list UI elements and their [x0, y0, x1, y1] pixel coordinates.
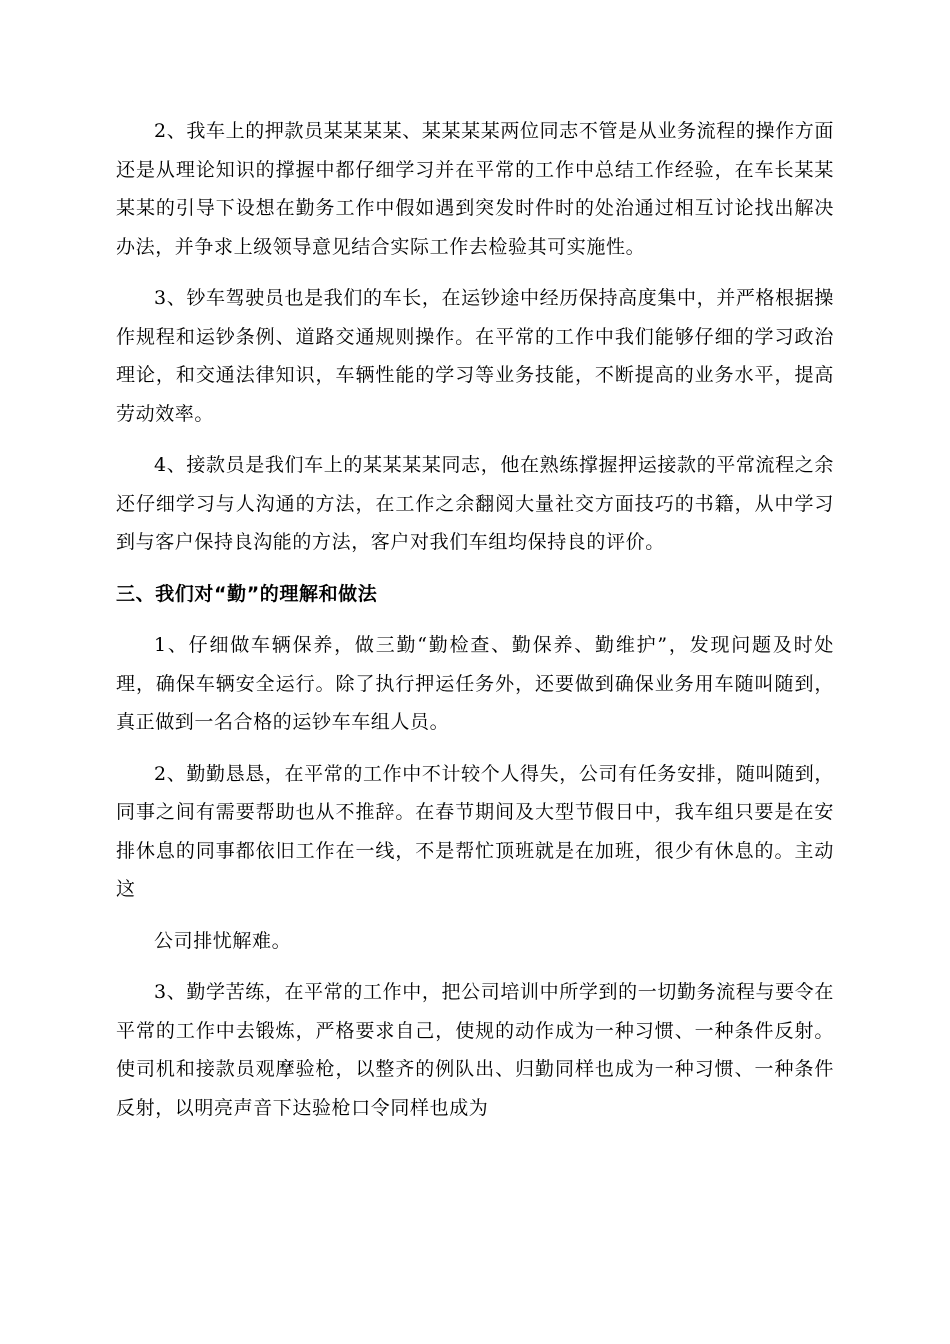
- section-heading-3: 三、我们对“勤”的理解和做法: [116, 582, 378, 605]
- paragraph-section2-item3: 3、钞车驾驶员也是我们的车长，在运钞途中经历保持高度集中，并严格根据操作规程和运钞条例、道路交通规则操作。在平常的工作中我们能够仔细的学习政治理论，和交通法律知识，车辆性能的学习等业务技能，不断提高的业务水平，提高劳动效率。: [116, 287, 834, 425]
- paragraph-section2-item4: 4、接款员是我们车上的某某某某同志，他在熟练撑握押运接款的平常流程之余还仔细学习与人沟通的方法，在工作之余翻阅大量社交方面技巧的书籍，从中学习到与客户保持良沟能的方法，客户对我们车组均保持良的评价。: [116, 454, 834, 553]
- paragraph-section3-item3: 3、勤学苦练，在平常的工作中，把公司培训中所学到的一切勤务流程与要令在平常的工作中去锻炼，严格要求自己，使规的动作成为一种习惯、一种条件反射。使司机和接款员观摩验枪，以整齐的例队出、归勤同样也成为一种习惯、一种条件反射，以明亮声音下达验枪口令同样也成为: [116, 981, 834, 1119]
- paragraph-section3-item2-continuation: 公司排忧解难。: [154, 929, 292, 952]
- paragraph-section3-item2: 2、勤勤恳恳，在平常的工作中不计较个人得失，公司有任务安排，随叫随到，同事之间有需要帮助也从不推辞。在春节期间及大型节假日中，我车组只要是在安排休息的同事都依旧工作在一线，不是帮忙顶班就是在加班，很少有休息的。主动这: [116, 762, 834, 900]
- paragraph-section2-item2: 2、我车上的押款员某某某某、某某某某两位同志不管是从业务流程的操作方面还是从理论知识的撑握中都仔细学习并在平常的工作中总结工作经验，在车长某某某某的引导下设想在勤务工作中假如遇到突发时件时的处治通过相互讨论找出解决办法，并争求上级领导意见结合实际工作去检验其可实施性。: [116, 120, 834, 258]
- document-page: [116, 112, 834, 1127]
- paragraph-section3-item1: 1、仔细做车辆保养，做三勤“勤检查、勤保养、勤维护”，发现问题及时处理，确保车辆安全运行。除了执行押运任务外，还要做到确保业务用车随叫随到，真正做到一名合格的运钞车车组人员。: [116, 634, 834, 733]
